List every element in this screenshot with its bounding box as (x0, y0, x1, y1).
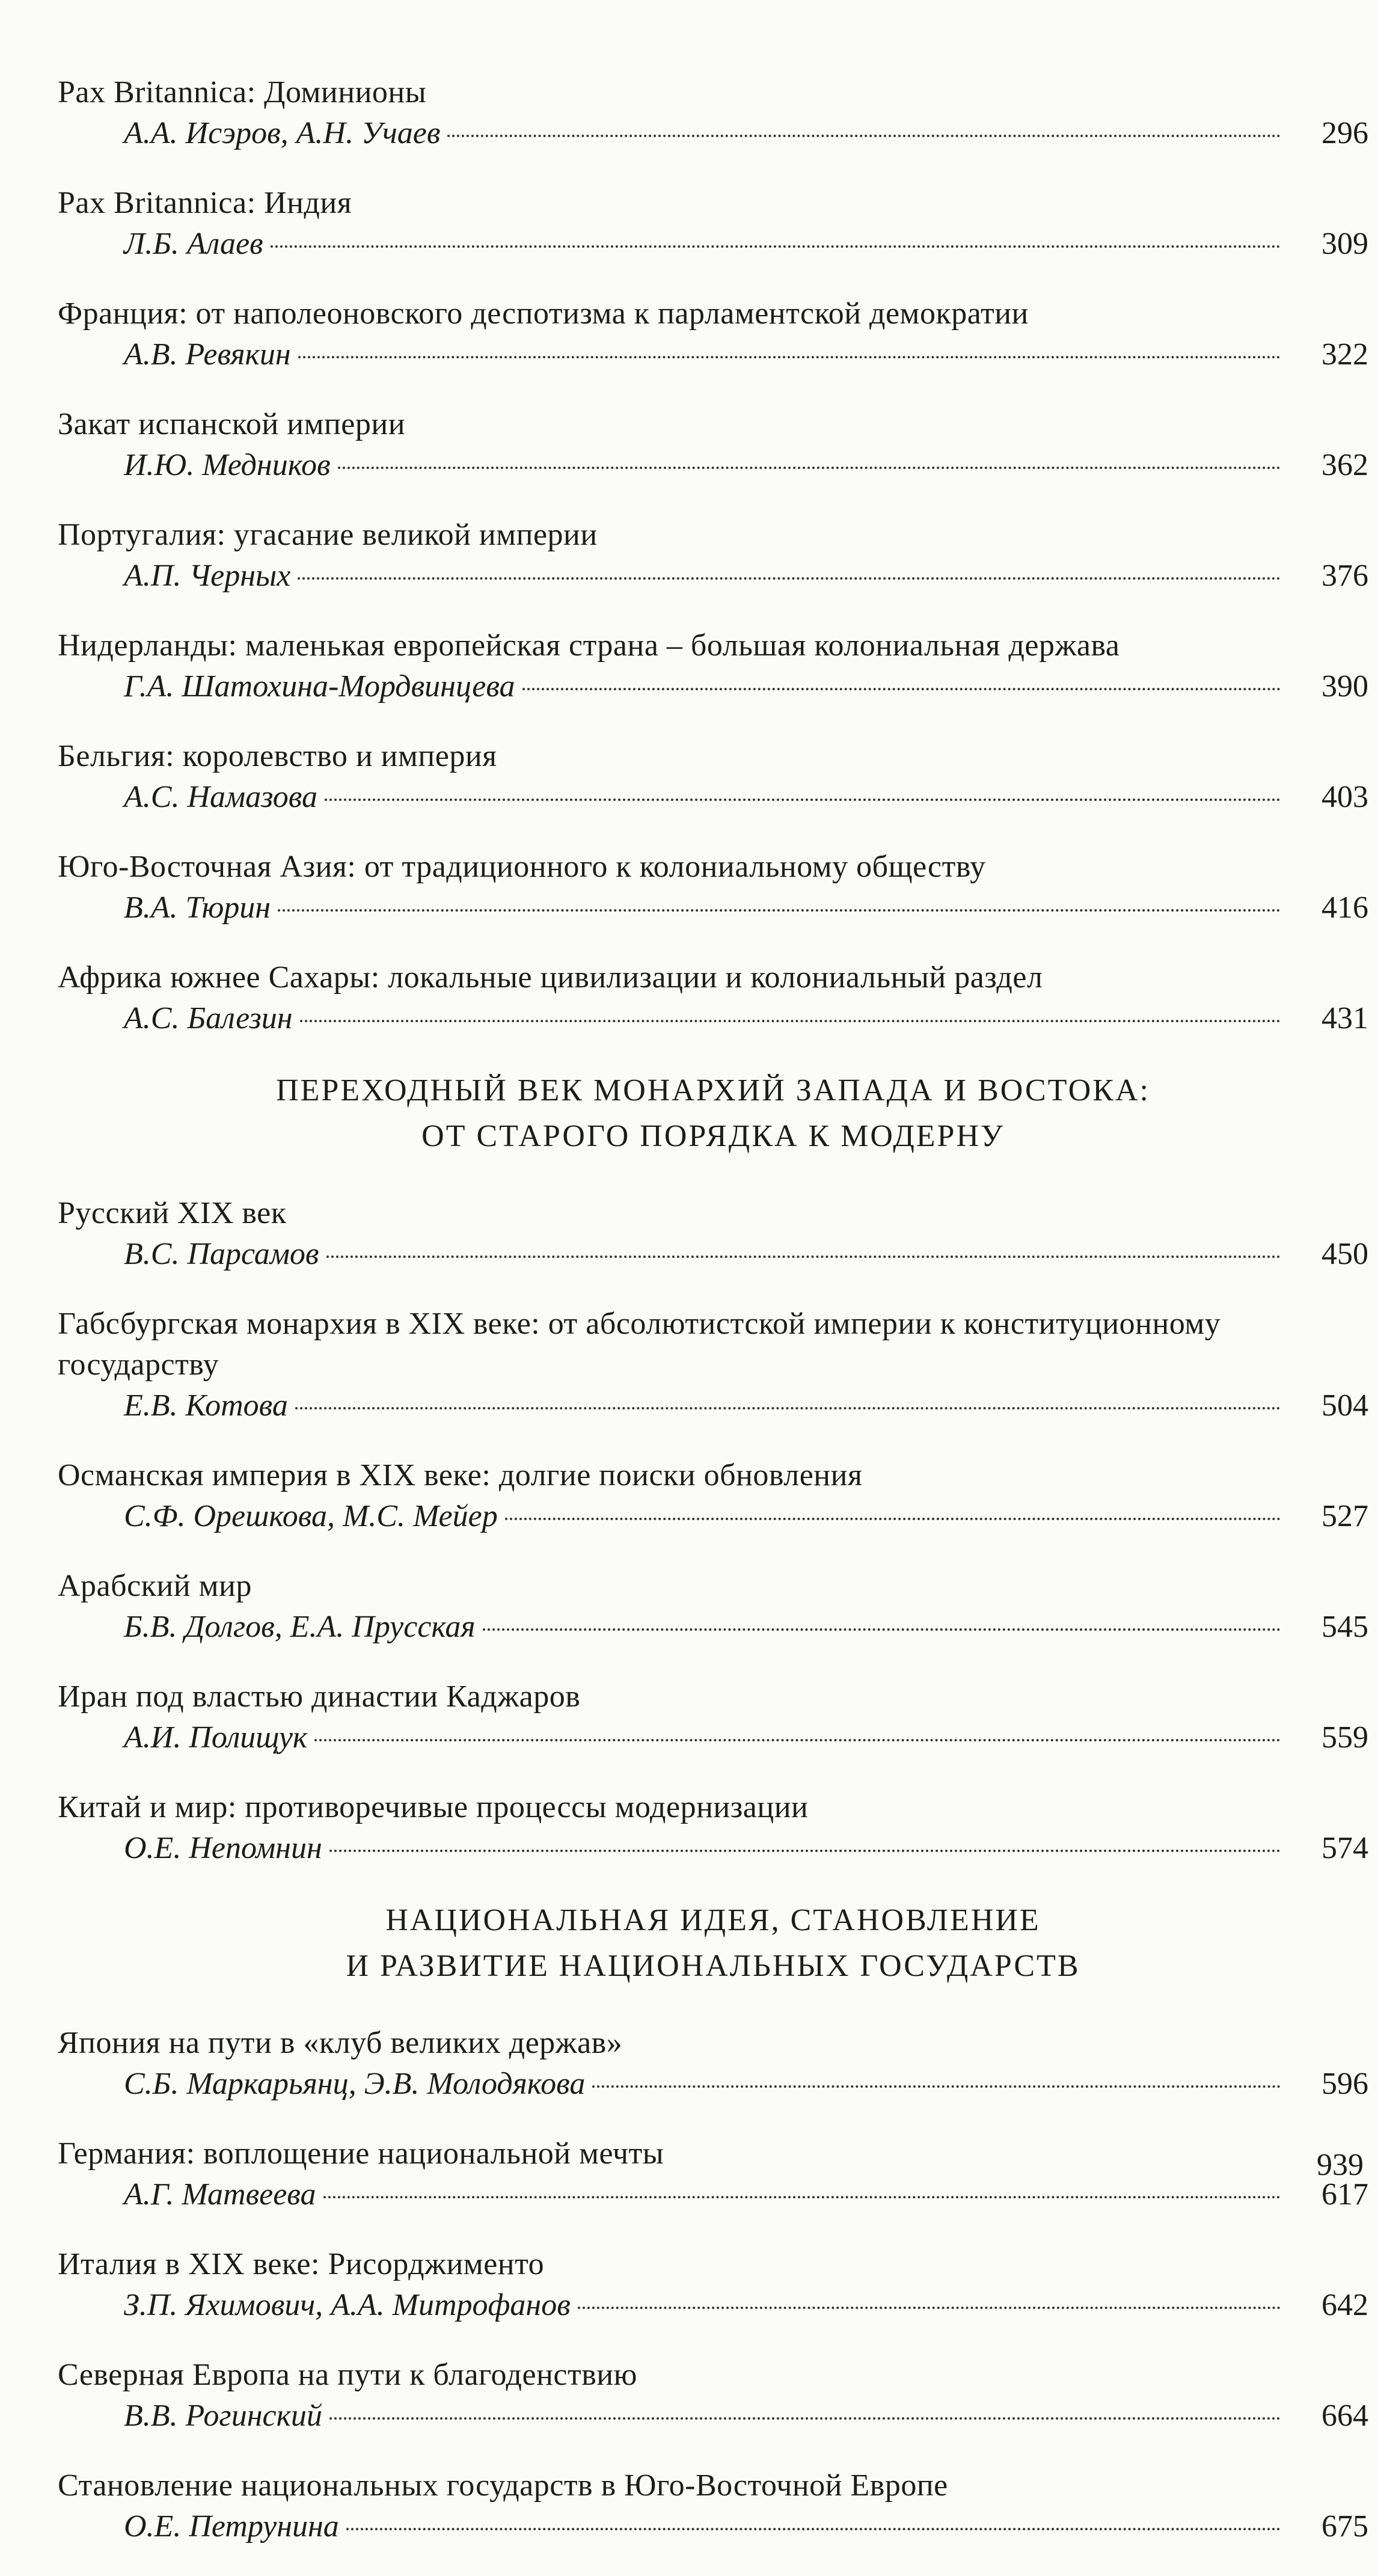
chapter-page-number: 322 (1321, 337, 1368, 372)
chapter-author: Б.В. Долгов, Е.А. Прусская (124, 1610, 476, 1644)
chapter-page-number: 642 (1321, 2288, 1368, 2322)
chapter-page-number: 309 (1321, 227, 1368, 261)
toc-entry (58, 515, 1368, 596)
chapter-title: Арабский мир (58, 1569, 252, 1603)
author-row (58, 1607, 1368, 1648)
chapter-title: Русский XIX век (58, 1196, 287, 1230)
chapter-title: Иран под властью династии Каджаров (58, 1679, 581, 1714)
dot-leader (326, 1256, 1281, 1258)
chapter-page-number: 296 (1321, 116, 1368, 150)
chapter-author: А.Г. Матвеева (124, 2177, 316, 2212)
author-row (58, 2506, 1368, 2547)
toc-entry (58, 1676, 1368, 1758)
toc-entry (58, 2355, 1368, 2436)
section-heading-line: НАЦИОНАЛЬНАЯ ИДЕЯ, СТАНОВЛЕНИЕ (385, 1903, 1041, 1937)
chapter-page-number: 559 (1321, 1720, 1368, 1755)
chapter-author: А.С. Намазова (124, 780, 318, 814)
dot-leader (295, 1407, 1281, 1409)
chapter-author: А.А. Исэров, А.Н. Учаев (124, 116, 441, 150)
chapter-title: Становление национальных государств в Юго-Восточной Европе (58, 2468, 948, 2503)
chapter-page-number: 390 (1321, 669, 1368, 704)
dot-leader (522, 688, 1281, 690)
section-heading-line: И РАЗВИТИЕ НАЦИОНАЛЬНЫХ ГОСУДАРСТВ (346, 1949, 1080, 1983)
toc-group-1 (58, 72, 1368, 1039)
toc-entry (58, 957, 1368, 1039)
dot-leader (578, 2307, 1281, 2309)
dot-leader (346, 2528, 1281, 2530)
chapter-author: Л.Б. Алаев (124, 227, 263, 261)
author-row (58, 2174, 1368, 2215)
chapter-title: Закат испанской империи (58, 407, 406, 441)
chapter-title: Япония на пути в «клуб великих держав» (58, 2026, 623, 2060)
author-row (58, 224, 1368, 265)
chapter-author: А.В. Ревякин (124, 337, 291, 372)
toc-entry (58, 1787, 1368, 1869)
author-row (58, 334, 1368, 375)
toc-entry (58, 2244, 1368, 2326)
toc-entry (58, 1455, 1368, 1537)
chapter-title: Португалия: угасание великой империи (58, 518, 598, 552)
chapter-author: О.Е. Петрунина (124, 2509, 339, 2544)
author-row (58, 445, 1368, 486)
author-row (58, 666, 1368, 707)
author-row (58, 1234, 1368, 1275)
chapter-title: Османская империя в XIX веке: долгие поиски обновления (58, 1458, 863, 1492)
chapter-title: Африка южнее Сахары: локальные цивилизации и колониальный раздел (58, 960, 1043, 995)
chapter-title: Юго-Восточная Азия: от традиционного к колониальному обществу (58, 850, 986, 884)
dot-leader (329, 2417, 1281, 2420)
chapter-title: Бельгия: королевство и империя (58, 739, 497, 773)
toc-entry (58, 625, 1368, 707)
toc-entry (58, 183, 1368, 265)
chapter-page-number: 545 (1321, 1610, 1368, 1644)
chapter-title: Нидерланды: маленькая европейская страна – большая колониальная держава (58, 628, 1120, 663)
chapter-author: З.П. Яхимович, А.А. Митрофанов (124, 2288, 571, 2322)
toc-entry (58, 2133, 1368, 2215)
toc-entry (58, 1566, 1368, 1648)
chapter-page-number: 450 (1321, 1237, 1368, 1271)
dot-leader (278, 909, 1281, 912)
chapter-page-number: 376 (1321, 559, 1368, 593)
author-row (58, 1828, 1368, 1869)
chapter-author: Г.А. Шатохина-Мордвинцева (124, 669, 515, 704)
page-number: 939 (1317, 2148, 1364, 2182)
author-row (58, 556, 1368, 596)
chapter-author: И.Ю. Медников (124, 448, 331, 482)
dot-leader (483, 1628, 1281, 1631)
chapter-page-number: 431 (1321, 1001, 1368, 1035)
author-row (58, 1717, 1368, 1758)
chapter-page-number: 362 (1321, 448, 1368, 482)
section-heading-line: ОТ СТАРОГО ПОРЯДКА К МОДЕРНУ (421, 1119, 1005, 1153)
author-row (58, 2396, 1368, 2436)
chapter-author: В.А. Тюрин (124, 891, 271, 925)
dot-leader (271, 245, 1281, 248)
toc-entry (58, 2023, 1368, 2105)
chapter-page-number: 596 (1321, 2067, 1368, 2101)
chapter-title: Италия в XIX веке: Рисорджименто (58, 2247, 545, 2281)
chapter-author: Е.В. Котова (124, 1388, 288, 1423)
section-heading-national-idea (58, 1898, 1368, 1989)
author-row (58, 998, 1368, 1039)
dot-leader (447, 135, 1281, 137)
chapter-author: В.С. Парсамов (124, 1237, 319, 1271)
toc-entry (58, 72, 1368, 154)
dot-leader (314, 1739, 1281, 1741)
chapter-author: В.В. Рогинский (124, 2399, 322, 2433)
author-row (58, 1496, 1368, 1537)
chapter-page-number: 527 (1321, 1499, 1368, 1533)
chapter-author: А.И. Полищук (124, 1720, 308, 1755)
chapter-author: С.Ф. Орешкова, М.С. Мейер (124, 1499, 498, 1533)
toc-entry (58, 2465, 1368, 2547)
toc-entry (58, 847, 1368, 928)
toc-entry (58, 1193, 1368, 1275)
author-row (58, 888, 1368, 928)
author-row (58, 2285, 1368, 2326)
dot-leader (298, 577, 1281, 580)
dot-leader (505, 1518, 1281, 1520)
chapter-author: А.С. Балезин (124, 1001, 293, 1035)
author-row (58, 2064, 1368, 2105)
dot-leader (325, 799, 1281, 801)
chapter-title: Северная Европа на пути к благоденствию (58, 2358, 637, 2392)
chapter-title: Габсбургская монархия в XIX веке: от абсолютистской империи к конституционному государству (58, 1307, 1221, 1382)
chapter-page-number: 675 (1321, 2509, 1368, 2544)
author-row (58, 1385, 1368, 1426)
chapter-page-number: 416 (1321, 891, 1368, 925)
chapter-page-number: 504 (1321, 1388, 1368, 1423)
dot-leader (323, 2196, 1281, 2198)
chapter-page-number: 617 (1321, 2177, 1368, 2212)
chapter-title: Pax Britannica: Индия (58, 186, 352, 220)
chapter-page-number: 664 (1321, 2399, 1368, 2433)
chapter-author: А.П. Черных (124, 559, 291, 593)
toc-entry (58, 293, 1368, 375)
toc-group-3 (58, 2023, 1368, 2547)
dot-leader (329, 1850, 1281, 1852)
section-heading-line: ПЕРЕХОДНЫЙ ВЕК МОНАРХИЙ ЗАПАДА И ВОСТОКА: (276, 1073, 1150, 1108)
dot-leader (298, 356, 1281, 358)
chapter-author: С.Б. Маркарьянц, Э.В. Молодякова (124, 2067, 586, 2101)
chapter-title: Франция: от наполеоновского деспотизма к парламентской демократии (58, 296, 1029, 331)
section-heading-transitional-century (58, 1068, 1368, 1159)
dot-leader (300, 1020, 1281, 1022)
chapter-title: Pax Britannica: Доминионы (58, 75, 427, 109)
toc-entry (58, 736, 1368, 818)
dot-leader (338, 467, 1281, 469)
toc-entry (58, 404, 1368, 486)
toc-group-2 (58, 1193, 1368, 1869)
chapter-title: Китай и мир: противоречивые процессы модернизации (58, 1790, 809, 1824)
chapter-page-number: 403 (1321, 780, 1368, 814)
dot-leader (592, 2085, 1281, 2088)
author-row (58, 113, 1368, 154)
author-row (58, 777, 1368, 818)
chapter-title: Германия: воплощение национальной мечты (58, 2136, 664, 2171)
table-of-contents (58, 72, 1368, 2576)
chapter-author: О.Е. Непомнин (124, 1831, 322, 1865)
toc-entry (58, 1304, 1368, 1426)
chapter-page-number: 574 (1321, 1831, 1368, 1865)
